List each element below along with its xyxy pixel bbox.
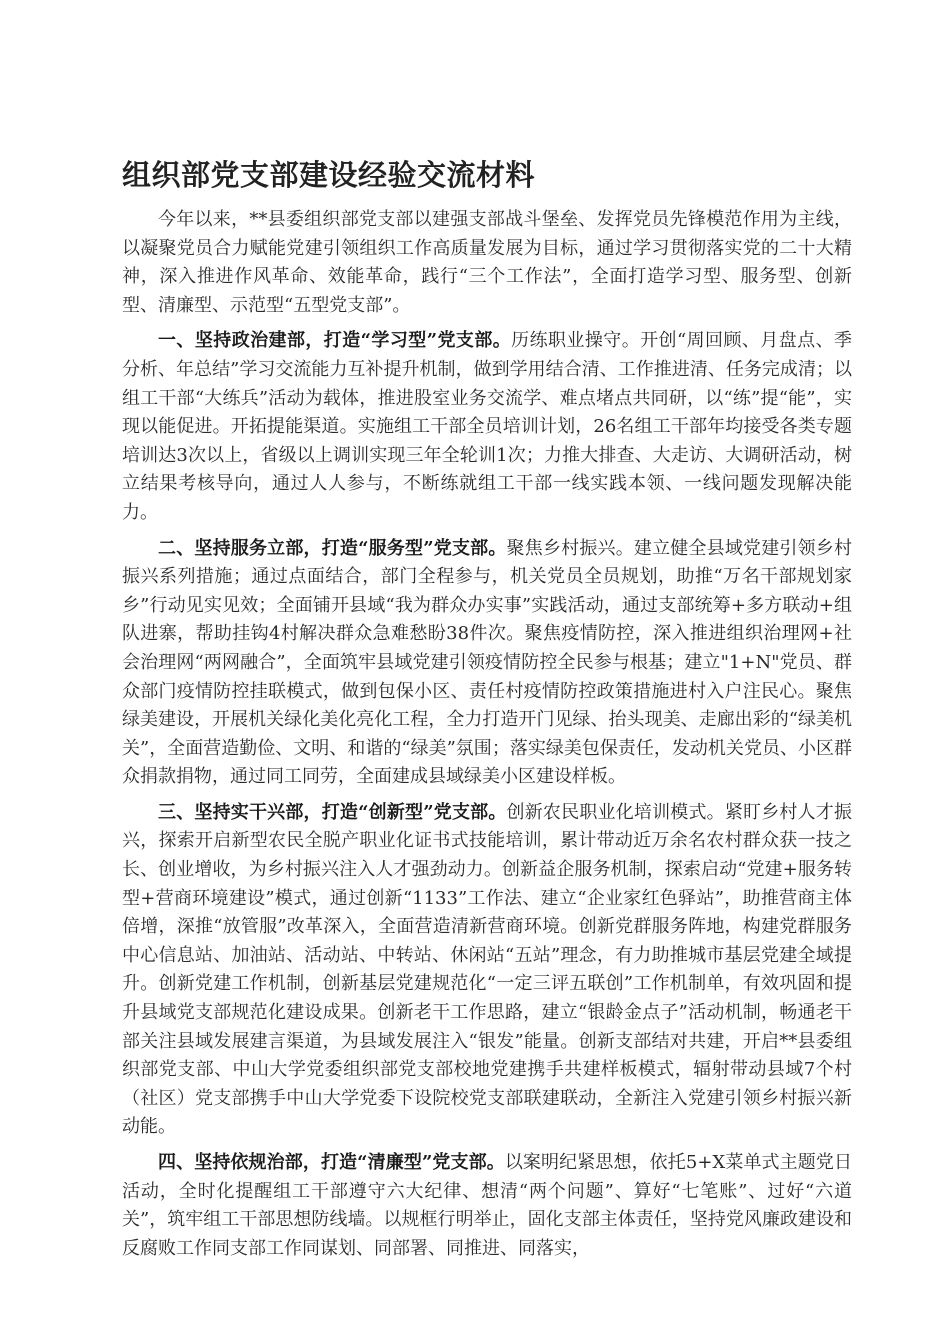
section-heading: 四、坚持依规治部，打造“清廉型”党支部。 [158, 1152, 505, 1173]
section-heading: 三、坚持实干兴部，打造“创新型”党支部。 [158, 801, 507, 823]
paragraph-intro [122, 206, 852, 320]
section-heading: 一、坚持政治建部，打造“学习型”党支部。 [158, 330, 512, 352]
paragraph-section-3 [122, 799, 852, 1142]
paragraph-section-1 [122, 327, 852, 527]
paragraph-section-2 [122, 535, 852, 792]
document-title: 组织部党支部建设经验交流材料 [122, 158, 536, 192]
paragraph-text: 创新农民职业化培训模式。紧盯乡村人才振兴，探索开启新型农民全脱产职业化证书式技能培训，累计带动近万余名农村群众获一技之长、创业增收，为乡村振兴注入人才强劲动力。创新益企服务机制，探索启动“党建+服务转型+营商环境建设”模式，通过创新“1133”工作法、建立“企业家红色驿站”，助推营商主体倍增，深推“放管服”改革深入，全面营造清新营商环境。创新党群服务阵地，构建党群服务中心信息站、加油站、活动站、中转站、休闲站“五站”理念，有力助推城市基层党建全域提升。创新党建工作机制，创新基层党建规范化“一定三评五联创”工作机制单，有效巩固和提升县域党支部规范化建设成果。创新老干工作思路，建立“银龄金点子”活动机制，畅通老干部关注县域发展建言渠道，为县域发展注入“银发”能量。创新支部结对共建，开启**县委组织部党支部、中山大学党委组织部党支部校地党建携手共建样板模式，辐射带动县域7个村（社区）党支部携手中山大学党委下设院校党支部联建联动，全新注入党建引领乡村振兴新动能。 [122, 801, 852, 1138]
section-heading: 二、坚持服务立部，打造“服务型”党支部。 [158, 537, 507, 559]
paragraph-text: 历练职业操守。开创“周回顾、月盘点、季分析、年总结”学习交流能力互补提升机制，做到学用结合清、工作推进清、任务完成清；以组工干部“大练兵”活动为载体，推进股室业务交流学、难点堵点共同研，以“练”提“能”，实现以能促进。开拓提能渠道。实施组工干部全员培训计划，26名组工干部年均接受各类专题培训达3次以上，省级以上调训实现三年全轮训1次；力推大排查、大走访、大调研活动，树立结果考核导向，通过人人参与，不断练就组工干部一线实践本领、一线问题发现解决能力。 [122, 330, 852, 523]
paragraph-text: 今年以来，**县委组织部党支部以建强支部战斗堡垒、发挥党员先锋模范作用为主线，以凝聚党员合力赋能党建引领组织工作高质量发展为目标，通过学习贯彻落实党的二十大精神，深入推进作风革命、效能革命，践行“三个工作法”，全面打造学习型、服务型、创新型、清廉型、示范型“五型党支部”。 [122, 209, 852, 316]
paragraph-text: 以案明纪紧思想，依托5+X菜单式主题党日活动，全时化提醒组工干部遵守六大纪律、想清“两个问题”、算好“七笔账”、过好“六道关”，筑牢组工干部思想防线墙。以规框行明举止，固化支部主体责任，坚持党风廉政建设和反腐败工作同支部工作同谋划、同部署、同推进、同落实， [122, 1152, 852, 1259]
paragraph-text: 聚焦乡村振兴。建立健全县域党建引领乡村振兴系列措施；通过点面结合，部门全程参与，机关党员全员规划，助推“万名干部规划家乡”行动见实见效；全面铺开县域“我为群众办实事”实践活动，通过支部统筹+多方联动+组队进寨，帮助挂钩4村解决群众急难愁盼38件次。聚焦疫情防控，深入推进组织治理网+社会治理网“两网融合”，全面筑牢县域党建引领疫情防控全民参与根基；建立"1+N"党员、群众部门疫情防控挂联模式，做到包保小区、责任村疫情防控政策措施进村入户注民心。聚焦绿美建设，开展机关绿化美化亮化工程，全力打造开门见绿、抬头现美、走廊出彩的“绿美机关”，全面营造勤俭、文明、和谐的“绿美”氛围；落实绿美包保责任，发动机关党员、小区群众捐款捐物，通过同工同劳，全面建成县域绿美小区建设样板。 [122, 537, 852, 788]
document-body [122, 206, 852, 1270]
paragraph-section-4 [122, 1149, 852, 1263]
